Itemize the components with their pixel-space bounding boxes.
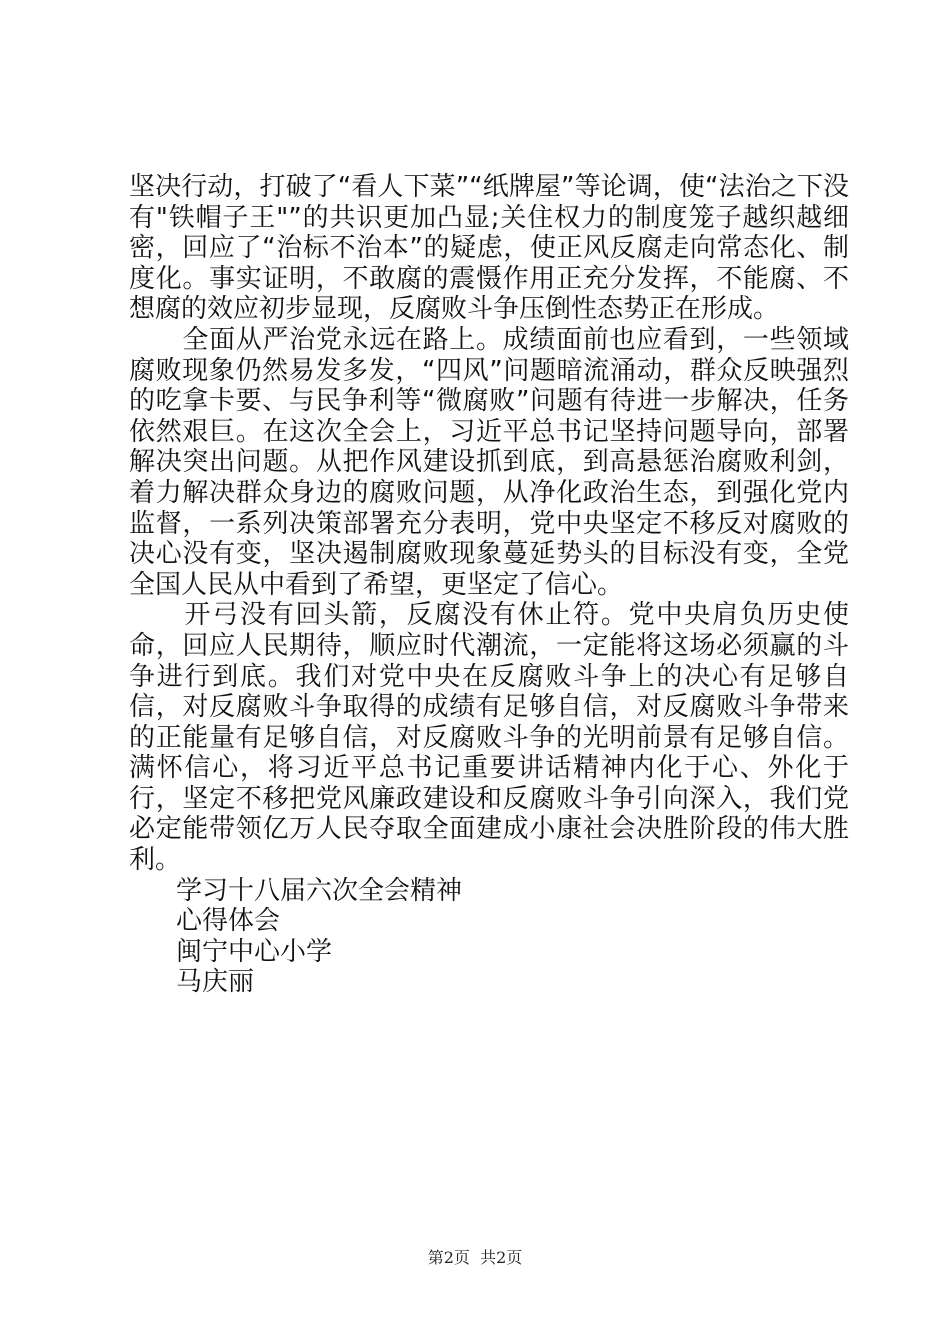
paragraph-3: 开弓没有回头箭，反腐没有休止符。党中央肩负历史使命，回应人民期待，顺应时代潮流，一定能将这场必须赢的斗争进行到底。我们对党中央在反腐败斗争上的决心有足够自信，对反腐败斗争取得的成绩有足够自信，对反腐败斗争带来的正能量有足够自信，对反腐败斗争的光明前景有足够自信。满怀信心，将习近平总书记重要讲话精神内化于心、外化于行，坚定不移把党风廉政建设和反腐败斗争引向深入，我们党必定能带领亿万人民夺取全面建成小康社会决胜阶段的伟大胜利。 bbox=[129, 600, 849, 876]
signature-author: 马庆丽 bbox=[176, 967, 255, 998]
signature-subtitle: 心得体会 bbox=[176, 906, 281, 937]
paragraph-1: 坚决行动，打破了“看人下菜”“纸牌屋”等论调，使“法治之下没有"铁帽子王"”的共识更加凸显;关住权力的制度笼子越织越细密，回应了“治标不治本”的疑虑，使正风反腐走向常态化、制度化。事实证明，不敢腐的震慑作用正充分发挥，不能腐、不想腐的效应初步显现，反腐败斗争压倒性态势正在形成。 bbox=[129, 172, 849, 325]
document-body bbox=[129, 172, 849, 998]
page-number-footer: 第2页 共2页 bbox=[427, 1248, 523, 1267]
paragraph-2: 全面从严治党永远在路上。成绩面前也应看到，一些领域腐败现象仍然易发多发，“四风”问题暗流涌动，群众反映强烈的吃拿卡要、与民争利等“微腐败”问题有待进一步解决，任务依然艰巨。在这次全会上，习近平总书记坚持问题导向，部署解决突出问题。从把作风建设抓到底，到高悬惩治腐败利剑，着力解决群众身边的腐败问题，从净化政治生态，到强化党内监督，一系列决策部署充分表明，党中央坚定不移反对腐败的决心没有变，坚决遏制腐败现象蔓延势头的目标没有变，全党全国人民从中看到了希望，更坚定了信心。 bbox=[129, 324, 849, 600]
signature-school: 闽宁中心小学 bbox=[176, 936, 333, 967]
signature-title: 学习十八届六次全会精神 bbox=[176, 875, 463, 906]
